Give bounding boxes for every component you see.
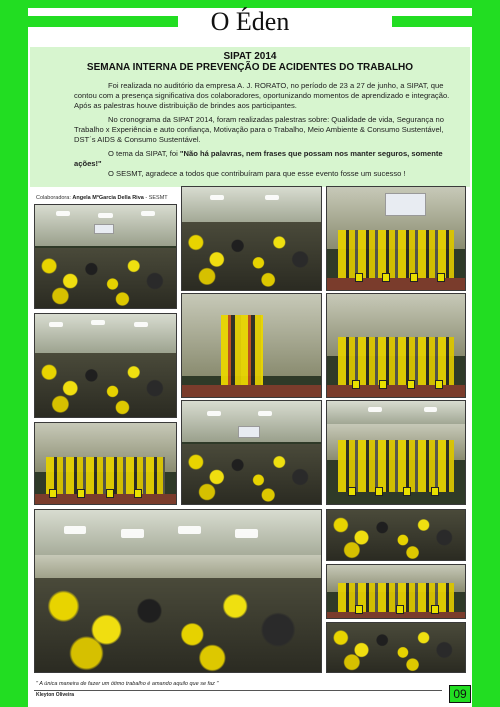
photo-standing-audience [34, 313, 177, 418]
footer-divider [34, 690, 442, 691]
theme-quote: "Não há palavras, nem frases que possam nos manter seguros, somente ações!" [74, 149, 443, 168]
page-number: 09 [449, 685, 471, 703]
photo-group-front-screen [326, 186, 466, 291]
photo-costumed-presenters [181, 293, 322, 398]
article-body [30, 81, 470, 179]
photo-large-auditorium [34, 509, 322, 673]
paragraph-4: O SESMT, agradece a todos que contribuíram para que esse evento fosse um sucesso ! [108, 169, 406, 178]
photo-group-signs-3 [34, 422, 177, 505]
collaborator-label: Colaboradora: [36, 195, 73, 201]
footer-author: Kleyton Oliveira [36, 692, 75, 698]
frame-left [0, 0, 28, 707]
collaborator-credit [36, 195, 168, 201]
header-bar-left [28, 16, 178, 27]
photo-group-signs-2 [326, 400, 466, 505]
photo-audience-small-2 [326, 622, 466, 673]
collaborator-role: - SESMT [143, 195, 168, 201]
article-title: SIPAT 2014 [223, 51, 277, 62]
paragraph-2: No cronograma da SIPAT 2014, foram realizadas palestras sobre: Qualidade de vida, Segurança no Trabalho x Experiência e auto confiança, Motivação para o Trabalho, Meio Ambiente & Consumo Sustentável, DST´s AIDS & Consumo Sustentável. [74, 115, 445, 144]
masthead-title: O Éden [210, 7, 290, 36]
collaborator-name: Angela MªGarcia Della Riva [72, 195, 144, 201]
photo-seated-audience [181, 400, 322, 505]
photo-group-signs-1 [326, 293, 466, 398]
photo-participants-hands-raised [181, 186, 322, 291]
article-panel [30, 47, 470, 187]
article-subtitle: SEMANA INTERNA DE PREVENÇÃO DE ACIDENTES DO TRABALHO [86, 62, 414, 73]
footer-quote: " A única maneira de fazer um ótimo trabalho é amando aquilo que se faz " [36, 681, 219, 687]
photo-auditorium-audience-1 [34, 204, 177, 309]
frame-right [472, 0, 500, 707]
paragraph-1: Foi realizada no auditório da empresa A. J. RORATO, no período de 23 a 27 de junho, a SIPAT, que contou com a presença significativa dos colaboradores, oportunizando momentos de aprendizado e integração. Após as palestras houve distribuição de brindes aos participantes. [74, 81, 450, 110]
header-bar-right [392, 16, 472, 27]
photo-audience-small-1 [326, 509, 466, 561]
paragraph-3 [74, 149, 456, 169]
theme-lead: O tema da SIPAT, foi [108, 149, 180, 158]
photo-group-signs-4 [326, 564, 466, 619]
